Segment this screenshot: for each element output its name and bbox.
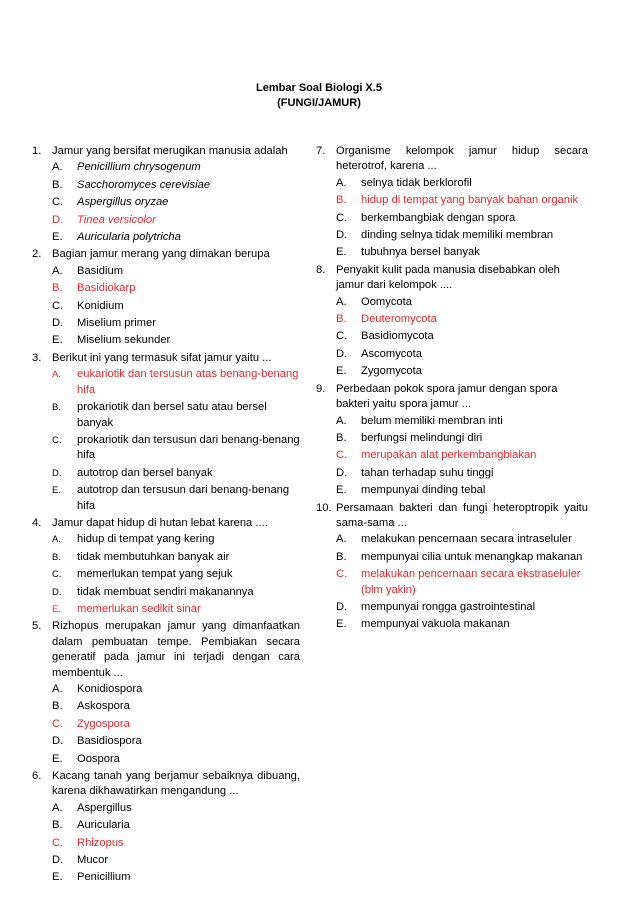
option-a-answer: A. eukariotik dan tersusun atas benang-benang hifa [52,368,299,396]
option-c-answer: C. melakukan pencernaan secara ekstraseluler (blm yakin) [336,568,581,596]
option-d: D. Mucor [52,854,109,867]
option-c-answer: C. Zygospora [52,717,130,730]
option-e: E. mempunyai vakuola makanan [336,618,510,631]
option-b: B. prokariotik dan bersel satu atau bersel banyak [52,401,267,429]
option-a: A. belum memiliki membran inti [336,414,503,427]
option-d: D. Miselium primer [52,317,156,330]
option-d: D. Basidiospora [52,735,142,748]
option-c: C. prokariotik dan tersusun dari benang-benang hifa [52,433,300,462]
option-d: D. tahan terhadap suhu tinggi [336,466,494,479]
option-e: E. tubuhnya bersel banyak [336,246,480,259]
left-column [32,144,300,888]
option-a: A. Oomycota [336,295,412,308]
question-text: Bagian jamur merang yang dimakan berupa [52,248,270,261]
question-10 [316,501,588,635]
page-title: Lembar Soal Biologi X.5 [256,82,382,94]
page-subtitle: (FUNGI/JAMUR) [277,97,361,109]
option-c-answer: C. merupakan alat perkembangbiakan [336,449,537,462]
question-text: Rizhopus merupakan jamur yang dimanfaatkan dalam pembuatan tempe. Pembiakan secara generatif pada jamur ini terjadi dengan cara membentuk ... [52,620,300,679]
option-d: D. autotrop dan bersel banyak [52,466,213,479]
option-a: A. Basidium [52,264,124,277]
option-d: D. tidak membuat sendiri makanannya [52,585,254,598]
option-b: B. mempunyai cilia untuk menangkap makanan [336,550,583,563]
question-number: 8. [316,263,326,276]
option-d: D. Ascomycota [336,347,422,360]
question-text: Perbedaan pokok spora jamur dengan spora bakteri yaitu spora jamur ... [336,382,558,411]
question-9 [316,382,588,501]
option-a: A. hidup di tempat yang kering [52,533,215,546]
question-number: 6. [32,770,42,783]
option-a: A. selnya tidak berklorofil [336,176,472,189]
option-b-answer: B. Basidiokarp [52,282,136,295]
question-2 [32,247,300,350]
question-4 [32,516,300,619]
option-c: C. berkembangbiak dengan spora [336,211,516,224]
option-b: B. Auricularia [52,819,130,832]
question-number: 9. [316,382,326,395]
option-c: C. Konidium [52,299,124,312]
option-e-answer: E. memerlukan sedikit sinar [52,602,201,615]
question-1 [32,144,300,247]
option-e: E. Oospora [52,752,120,765]
question-text: Jamur yang bersifat merugikan manusia adalah [52,145,288,157]
question-6 [32,769,300,888]
question-5 [32,619,300,769]
option-c: C. Aspergillus oryzae [52,196,169,209]
question-8 [316,263,588,382]
question-text: Persamaan bakteri dan fungi heteroptropik yaitu sama-sama ... [336,501,588,529]
option-a: A. Aspergillus [52,801,132,814]
question-text: Kacang tanah yang berjamur sebaiknya dibuang, karena dikhawatirkan mengandung ... [52,770,300,798]
option-d-answer: D. Tinea versicolor [52,213,156,226]
option-c-answer: C. Rhizopus [52,836,124,849]
option-a: A. Penicillium chrysogenum [52,161,201,174]
option-e: E. Auricularia polytricha [52,231,181,244]
option-a: A. Konidiospora [52,683,143,695]
question-7 [316,144,588,263]
option-c: C. Basidiomycota [336,330,434,343]
right-column [316,144,588,635]
question-text: Berikut ini yang termasuk sifat jamur yaitu ... [52,351,272,364]
option-d: D. dinding selnya tidak memiliki membran [336,229,554,242]
question-text: Jamur dapat hidup di hutan lebat karena .... [52,516,268,529]
question-text: Penyakit kulit pada manusia disebabkan oleh jamur dari kelompok .... [336,263,560,292]
option-e: E. Zygomycota [336,365,422,378]
question-number: 7. [316,145,326,157]
option-e: E. autotrop dan tersusun dari benang-benang hifa [52,484,290,512]
option-b-answer: B. Deuteromycota [336,313,437,326]
option-b: B. berfungsi melindungi diri [336,431,483,444]
option-e: E. Penicillium [52,871,131,884]
question-number: 3. [32,351,42,364]
question-3 [32,351,300,516]
option-a: A. melakukan pencernaan secara intraseluler [336,533,572,546]
option-b: B. tidak membutuhkan banyak air [52,550,230,563]
option-b-answer: B. hidup di tempat yang banyak bahan organik [336,194,579,207]
option-d: D. mempunyai rongga gastrointestinal [336,600,536,613]
option-b: B. Sacchoromyces cerevisiae [52,178,211,191]
question-number: 1. [32,145,42,157]
option-b: B. Askospora [52,700,130,713]
option-c: C. memerlukan tempat yang sejuk [52,568,233,581]
question-number: 2. [32,248,42,261]
option-e: E. mempunyai dinding tebal [336,484,486,497]
question-number: 4. [32,516,42,529]
question-text: Organisme kelompok jamur hidup secara heterotrof, karena ... [336,145,588,173]
question-number: 10. [316,501,332,514]
question-number: 5. [32,620,42,633]
option-e: E. Miselium sekunder [52,334,171,347]
